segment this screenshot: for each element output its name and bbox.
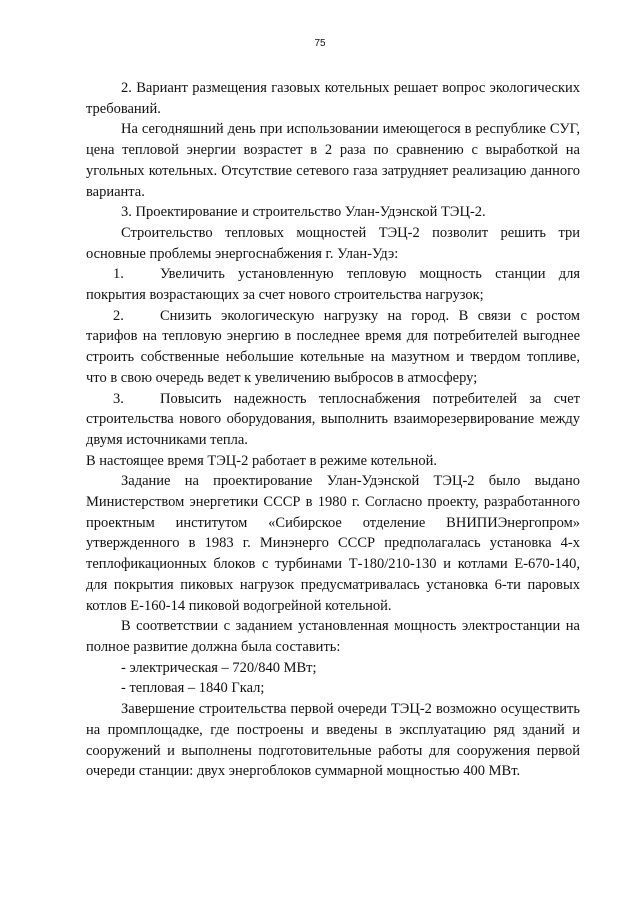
list-text: Снизить экологическую нагрузку на город. В связи с ростом тарифов на тепловую энергию в последнее время для потребителей выгоднее строить собственные небольшие котельные на мазутном и твердом топливе, что в свою очередь ведет к увеличению выбросов в атмосферу; <box>86 307 580 386</box>
paragraph-capacity-intro: В соответствии с заданием установленная мощность электростанции на полное развитие должна была составить: <box>86 618 580 655</box>
list-item-2 <box>86 306 580 389</box>
document-body <box>86 78 580 782</box>
list-text: Увеличить установленную тепловую мощность станции для покрытия возрастающих за счет нового строительства нагрузок; <box>86 266 580 304</box>
page-number: 75 <box>314 38 326 49</box>
paragraph-first-stage: Завершение строительства первой очереди ТЭЦ-2 возможно осуществить на промплощадке, где построены и введены в эксплуатацию ряд зданий и сооружений и выполнены подготовительные работы для сооружения первой очереди станции: двух энергоблоков суммарной мощностью 400 МВт. <box>86 701 580 780</box>
paragraph-design-assignment: Задание на проектирование Улан-Удэнской ТЭЦ-2 было выдано Министерством энергетики СССР в 1980 г. Согласно проекту, разработанного проектным институтом «Сибирское отделение ВНИПИЭнергопром» утвержденного в 1983 г. Минэнерго СССР предполагалась установка 4-х теплофикационных блоков с турбинами Т-180/210-130 и котлами Е-670-140, для покрытия пиковых нагрузок предусматривалась установка 6-ти паровых котлов Е-160-14 пиковой водогрейной котельной. <box>86 473 580 614</box>
list-item-3 <box>86 389 580 451</box>
dash-item-thermal: - тепловая – 1840 Гкал; <box>121 680 265 697</box>
list-item-1 <box>86 264 580 305</box>
list-number: 3. <box>113 390 124 407</box>
dash-item-electric: - электрическая – 720/840 МВт; <box>121 659 317 676</box>
paragraph-tec2-problems: Строительство тепловых мощностей ТЭЦ-2 позволит решить три основные проблемы энергоснабжения г. Улан-Удэ: <box>86 224 580 262</box>
paragraph-lpg-cost: На сегодняшний день при использовании имеющегося в республике СУГ, цена тепловой энергии возрастет в 2 раза по сравнению с выработкой на угольных котельных. Отсутствие сетевого газа затрудняет реализацию данного варианта. <box>86 121 580 200</box>
paragraph-gas-boilers: 2. Вариант размещения газовых котельных решает вопрос экологических требований. <box>86 80 580 117</box>
list-text: Повысить надежность теплоснабжения потребителей за счет строительства нового оборудования, выполнить взаиморезервирование между двумя источниками тепла. <box>86 390 580 448</box>
list-number: 2. <box>113 307 124 324</box>
paragraph-section-heading: 3. Проектирование и строительство Улан-Удэнской ТЭЦ-2. <box>121 204 486 221</box>
paragraph-boiler-mode: В настоящее время ТЭЦ-2 работает в режиме котельной. <box>86 452 438 469</box>
list-number: 1. <box>113 266 124 283</box>
